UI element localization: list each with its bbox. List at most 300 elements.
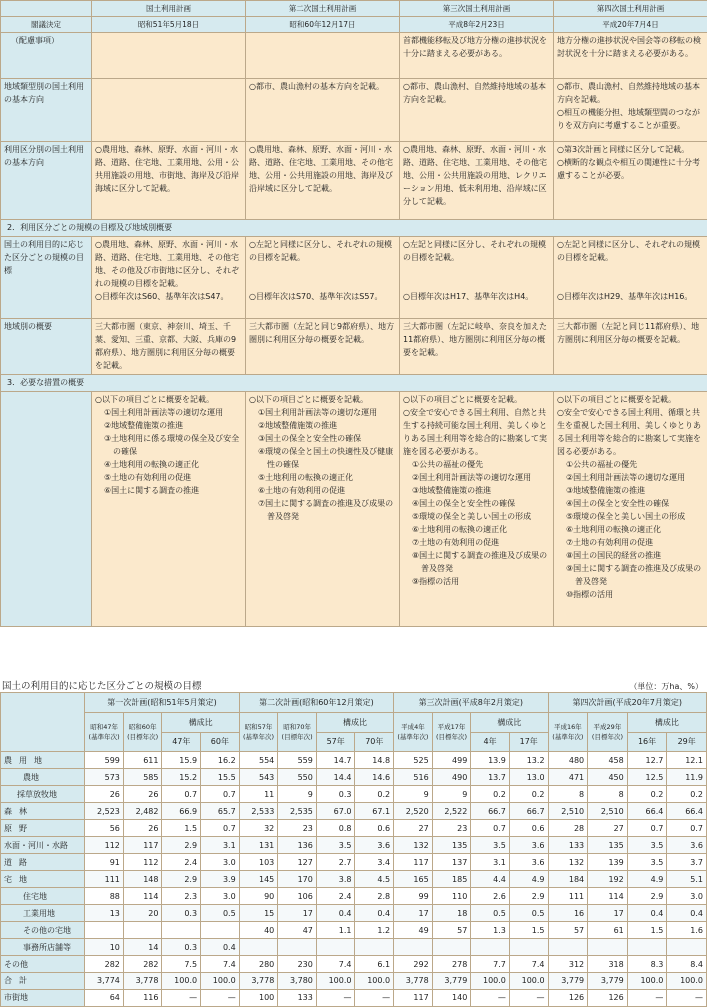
ratio-year-header: 29年 (667, 732, 707, 752)
value-cell: 585 (123, 769, 162, 786)
value-cell: 3.6 (509, 854, 548, 871)
value-cell: 2,533 (239, 803, 278, 820)
row-label: （配慮事項） (1, 33, 92, 79)
ratio-header: 構成比 (316, 712, 393, 732)
measure-item: ④環境の保全と国土の快適性及び健康性の確保 (258, 447, 394, 469)
plan-cell: ○左記と同様に区分し、それぞれの規模の目標を記載。 ○目標年次はH29、基準年次はH16。 (554, 237, 707, 319)
value-cell: 27 (588, 820, 628, 837)
plan-cell: ○農用地、森林、原野、水面・河川・水路、道路、住宅地、工業用地、その他宅地、公用・公共用施設の用地、レクリエーション用地、低未利用地、沿岸域に区分して記載。 (400, 142, 554, 220)
value-cell: 3.0 (667, 888, 707, 905)
value-cell (667, 939, 707, 956)
value-cell: 11 (239, 786, 278, 803)
value-cell: 192 (588, 871, 628, 888)
plan-cell (92, 33, 246, 79)
use-category-row (1, 142, 707, 220)
value-cell: 8 (548, 786, 588, 803)
value-cell: 65.7 (201, 803, 240, 820)
measure-item: ③地域整備施策の推進 (566, 486, 646, 495)
value-cell (316, 939, 355, 956)
plan-header: 第三次計画(平成8年2月策定) (394, 693, 548, 713)
plan-cell: ○第3次計画と同様に区分して記載。 ○横断的な観点や相互の関連性に十分考慮することが必要。 (554, 142, 707, 220)
value-cell: 2,535 (278, 803, 317, 820)
value-cell (278, 939, 317, 956)
measure-item: ⑤環境の保全と美しい国土の形成 (566, 512, 686, 521)
value-cell: 490 (432, 769, 471, 786)
value-cell: 3,780 (278, 972, 317, 989)
value-cell: 116 (123, 989, 162, 1006)
value-cell (432, 939, 471, 956)
section-2-row (1, 220, 707, 237)
value-cell: 0.2 (627, 786, 667, 803)
plan-header-row (1, 1, 707, 17)
value-cell: 26 (85, 786, 124, 803)
row-label: 水面・河川・水路 (1, 837, 85, 854)
value-cell: 1.5 (627, 922, 667, 939)
value-cell: 126 (548, 989, 588, 1006)
value-cell: 100.0 (667, 972, 707, 989)
value-cell: 20 (123, 905, 162, 922)
value-cell: 99 (394, 888, 433, 905)
value-cell: 3.5 (627, 837, 667, 854)
value-cell: 67.1 (355, 803, 394, 820)
value-cell: 13.2 (509, 752, 548, 769)
plan-cell: ○左記と同様に区分し、それぞれの規模の目標を記載。 ○目標年次はH17、基準年次はH4。 (400, 237, 554, 319)
value-cell: 57 (432, 922, 471, 939)
value-cell: 471 (548, 769, 588, 786)
value-cell: 32 (239, 820, 278, 837)
value-cell: 1.2 (355, 922, 394, 939)
value-cell (162, 922, 201, 939)
value-cell: 114 (123, 888, 162, 905)
value-cell: 12.5 (627, 769, 667, 786)
plan-cell: ○都市、農山漁村、自然維持地域の基本方向を記載。 (400, 79, 554, 142)
target-year-header: 平成17年 (目標年次) (432, 712, 471, 752)
table-unit: （単位：万ha、%） (629, 682, 703, 691)
value-cell: 3.7 (667, 854, 707, 871)
value-cell: 0.7 (162, 786, 201, 803)
value-cell: 28 (548, 820, 588, 837)
regional-summary-row (1, 319, 707, 375)
value-cell: 23 (432, 820, 471, 837)
measure-item: ②地域整備施策の推進 (104, 421, 184, 430)
value-cell: 3.5 (627, 854, 667, 871)
value-cell: 312 (548, 956, 588, 973)
value-cell: 132 (394, 837, 433, 854)
value-cell: 611 (123, 752, 162, 769)
value-cell: 100.0 (627, 972, 667, 989)
row-label: その他の宅地 (1, 922, 85, 939)
row-label: 道路 (1, 854, 85, 871)
value-cell: 88 (85, 888, 124, 905)
value-cell: 0.3 (316, 786, 355, 803)
base-year-header: 昭和57年 (基準年次) (239, 712, 278, 752)
value-cell: 66.7 (509, 803, 548, 820)
value-cell: 516 (394, 769, 433, 786)
value-cell: 458 (588, 752, 628, 769)
plan-cell: ○農用地、森林、原野、水面・河川・水路、道路、住宅地、工業用地、公用・公共用施設の用地、市街地、海岸及び沿岸海域に区分して記載。 (92, 142, 246, 220)
value-cell (201, 922, 240, 939)
value-cell: 0.2 (471, 786, 510, 803)
plan-cell: ○農用地、森林、原野、水面・河川・水路、道路、住宅地、工業用地、その他宅地、公用・公共用施設の用地、海岸及び沿岸域に区分して記載。 (246, 142, 400, 220)
value-cell: 100.0 (162, 972, 201, 989)
value-cell: 112 (85, 837, 124, 854)
value-cell: 480 (548, 752, 588, 769)
table-row (1, 769, 707, 786)
value-cell: 117 (123, 837, 162, 854)
value-cell: 599 (85, 752, 124, 769)
value-cell: 16 (548, 905, 588, 922)
value-cell: 9 (394, 786, 433, 803)
value-cell: 137 (432, 854, 471, 871)
value-cell: 2.7 (316, 854, 355, 871)
value-cell: 282 (85, 956, 124, 973)
plan-cell: ○農用地、森林、原野、水面・河川・水路、道路、住宅地、工業用地、その他宅地、その他及び市街地に区分し、それぞれの規模の目標を記載。 ○目標年次はS60、基準年次はS47。 (92, 237, 246, 319)
value-cell: 66.7 (471, 803, 510, 820)
value-cell (509, 939, 548, 956)
value-cell: 0.3 (162, 939, 201, 956)
value-cell: 100.0 (355, 972, 394, 989)
value-cell (85, 922, 124, 939)
plan-cell (246, 33, 400, 79)
value-cell: 0.8 (316, 820, 355, 837)
table-row (1, 786, 707, 803)
value-cell (627, 939, 667, 956)
plan-cell: 三大都市圏（左記に岐阜、奈良を加えた11都府県）、地方圏別に利用区分毎の概要を記載。 (400, 319, 554, 375)
table-row (1, 803, 707, 820)
plan-header: 第四次国土利用計画 (554, 1, 707, 17)
value-cell: 13.0 (509, 769, 548, 786)
measure-item: ⑥国土に関する調査の推進 (104, 486, 200, 495)
regional-type-row (1, 79, 707, 142)
value-cell: 8.3 (627, 956, 667, 973)
value-cell: — (201, 989, 240, 1006)
value-cell: 13.9 (471, 752, 510, 769)
value-cell: 18 (432, 905, 471, 922)
plan-header: 第四次計画(平成20年7月策定) (548, 693, 706, 713)
value-cell (239, 939, 278, 956)
value-cell: 318 (588, 956, 628, 973)
measure-item: ⑥土地利用の転換の適正化 (412, 525, 508, 534)
value-cell: 90 (239, 888, 278, 905)
row-label: 農用地 (1, 752, 85, 769)
value-cell: 282 (123, 956, 162, 973)
value-cell: — (667, 989, 707, 1006)
value-cell: 2.9 (627, 888, 667, 905)
table-row (1, 956, 707, 973)
value-cell: 111 (85, 871, 124, 888)
plan-cell: 地方分権の進捗状況や国会等の移転の検討状況を十分に踏まえる必要がある。 (554, 33, 707, 79)
value-cell (471, 939, 510, 956)
value-cell: 3,778 (394, 972, 433, 989)
value-cell: 3.6 (667, 837, 707, 854)
value-cell: 26 (123, 786, 162, 803)
value-cell: — (471, 989, 510, 1006)
measure-item: ④土地利用の転換の適正化 (104, 460, 200, 469)
value-cell: — (316, 989, 355, 1006)
value-cell: 0.6 (355, 820, 394, 837)
plan-cell: ○都市、農山漁村、自然維持地域の基本方向を記載。 ○相互の機能分担、地域類型間のつながりを双方向に考慮することが重要。 (554, 79, 707, 142)
measure-item: ②国土利用計画法等の適切な運用 (566, 473, 686, 482)
plan-cell: 三大都市圏（左記と同じ9都府県）、地方圏別に利用区分毎の概要を記載。 (246, 319, 400, 375)
value-cell: 7.4 (509, 956, 548, 973)
measure-item: ⑤土地利用の転換の適正化 (258, 473, 354, 482)
value-cell: 14 (123, 939, 162, 956)
year-header-row (1, 712, 707, 732)
value-cell: — (509, 989, 548, 1006)
value-cell: 2.4 (316, 888, 355, 905)
measure-item: ⑥土地利用の転換の適正化 (566, 525, 662, 534)
value-cell: 133 (548, 837, 588, 854)
measure-item: ⑥土地の有効利用の促進 (258, 486, 346, 495)
scale-goal-table (0, 692, 707, 1007)
value-cell: 136 (278, 837, 317, 854)
row-label: 工業用地 (1, 905, 85, 922)
value-cell: 6.1 (355, 956, 394, 973)
value-cell: 3.0 (201, 888, 240, 905)
decision-label: 閣議決定 (1, 17, 92, 33)
row-label: 事務所店舗等 (1, 939, 85, 956)
ratio-year-header: 16年 (627, 732, 667, 752)
value-cell: 2,510 (548, 803, 588, 820)
ratio-header: 構成比 (162, 712, 239, 732)
value-cell: 131 (239, 837, 278, 854)
value-cell: 9 (278, 786, 317, 803)
measure-item: ⑩指標の活用 (566, 590, 614, 599)
value-cell: 117 (394, 989, 433, 1006)
value-cell: 573 (85, 769, 124, 786)
measures-lead: ○以下の項目ごとに概要を記載。 ○安全で安心できる国土利用、循環と共生を重視した国土利用、美しくゆとりある国土利用等を総合的に勘案して実施を図る必要がある。 (557, 395, 701, 456)
value-cell: 0.5 (471, 905, 510, 922)
value-cell: 100.0 (509, 972, 548, 989)
value-cell: 3,774 (85, 972, 124, 989)
value-cell: 8 (588, 786, 628, 803)
table-row (1, 854, 707, 871)
measure-item: ⑨国土に関する調査の推進及び成果の普及啓発 (566, 564, 702, 586)
value-cell: 15.2 (162, 769, 201, 786)
measures-cell (400, 392, 554, 627)
row-label: 森林 (1, 803, 85, 820)
value-cell: 7.7 (471, 956, 510, 973)
value-cell: 185 (432, 871, 471, 888)
value-cell: 0.5 (509, 905, 548, 922)
section-heading: 3．必要な措置の概要 (1, 375, 707, 392)
table-row (1, 888, 707, 905)
value-cell: 13.7 (471, 769, 510, 786)
value-cell: 9 (432, 786, 471, 803)
value-cell: — (355, 989, 394, 1006)
row-label: 地域類型別の国土利用の基本方向 (1, 79, 92, 142)
measure-item: ⑦土地の有効利用の促進 (566, 538, 654, 547)
measures-cell (554, 392, 707, 627)
value-cell: 550 (278, 769, 317, 786)
row-label: 利用区分別の国土利用の基本方向 (1, 142, 92, 220)
value-cell: 14.7 (316, 752, 355, 769)
value-cell: 170 (278, 871, 317, 888)
row-label: 合計 (1, 972, 85, 989)
value-cell: 100.0 (316, 972, 355, 989)
value-cell: 3.0 (201, 854, 240, 871)
value-cell: 2.6 (471, 888, 510, 905)
value-cell: 0.4 (316, 905, 355, 922)
value-cell: 0.7 (627, 820, 667, 837)
section-3-row (1, 375, 707, 392)
value-cell: 100 (239, 989, 278, 1006)
value-cell: 0.4 (201, 939, 240, 956)
value-cell: 49 (394, 922, 433, 939)
value-cell: 2.9 (162, 837, 201, 854)
value-cell: 3.8 (316, 871, 355, 888)
value-cell: 7.5 (162, 956, 201, 973)
measure-item: ②国土利用計画法等の適切な運用 (412, 473, 532, 482)
plan-header: 第三次国土利用計画 (400, 1, 554, 17)
base-year-header: 昭和47年 (基準年次) (85, 712, 124, 752)
value-cell: 148 (123, 871, 162, 888)
table-row (1, 820, 707, 837)
value-cell (548, 939, 588, 956)
value-cell: 1.5 (509, 922, 548, 939)
table-row (1, 972, 707, 989)
value-cell: 10 (85, 939, 124, 956)
value-cell: 40 (239, 922, 278, 939)
measures-cell (92, 392, 246, 627)
value-cell: 91 (85, 854, 124, 871)
value-cell: 100.0 (471, 972, 510, 989)
value-cell: 100.0 (201, 972, 240, 989)
measure-item: ⑤環境の保全と美しい国土の形成 (412, 512, 532, 521)
value-cell: 0.2 (509, 786, 548, 803)
ratio-year-header: 17年 (509, 732, 548, 752)
row-label-empty (1, 392, 92, 627)
ratio-year-header: 47年 (162, 732, 201, 752)
value-cell: 64 (85, 989, 124, 1006)
value-cell: 133 (278, 989, 317, 1006)
value-cell: 543 (239, 769, 278, 786)
value-cell: 0.4 (355, 905, 394, 922)
value-cell: 14.4 (316, 769, 355, 786)
value-cell: 8.4 (667, 956, 707, 973)
value-cell: 140 (432, 989, 471, 1006)
value-cell: 127 (278, 854, 317, 871)
value-cell: 12.7 (627, 752, 667, 769)
plan-header: 第二次国土利用計画 (246, 1, 400, 17)
table-row (1, 871, 707, 888)
plan-cell: 三大都市圏（左記と同じ11都府県）、地方圏別に利用区分毎の概要を記載。 (554, 319, 707, 375)
value-cell: 3.1 (471, 854, 510, 871)
value-cell: 3,779 (588, 972, 628, 989)
value-cell: 1.3 (471, 922, 510, 939)
row-label: 地域別の概要 (1, 319, 92, 375)
ratio-year-header: 4年 (471, 732, 510, 752)
measure-item: ⑨指標の活用 (412, 577, 460, 586)
ratio-year-header: 60年 (201, 732, 240, 752)
value-cell: 67.0 (316, 803, 355, 820)
section-heading: 2．利用区分ごとの規模の目標及び地域別概要 (1, 220, 707, 237)
measures-row (1, 392, 707, 627)
value-cell: 230 (278, 956, 317, 973)
plan-cell: ○都市、農山漁村の基本方向を記載。 (246, 79, 400, 142)
value-cell: 7.4 (201, 956, 240, 973)
table-row (1, 922, 707, 939)
value-cell: 126 (588, 989, 628, 1006)
value-cell: 559 (278, 752, 317, 769)
table-row (1, 752, 707, 769)
value-cell: 17 (394, 905, 433, 922)
row-label: 原野 (1, 820, 85, 837)
plan-header-row (1, 693, 707, 713)
value-cell (123, 922, 162, 939)
ratio-header: 構成比 (471, 712, 548, 732)
value-cell: 0.7 (201, 786, 240, 803)
value-cell (394, 939, 433, 956)
table-row (1, 905, 707, 922)
ratio-year-header: 70年 (355, 732, 394, 752)
row-label: 市街地 (1, 989, 85, 1006)
value-cell: 165 (394, 871, 433, 888)
plan-header: 第一次計画(昭和51年5月策定) (85, 693, 239, 713)
value-cell: 499 (432, 752, 471, 769)
plan-header: 第二次計画(昭和60年12月策定) (239, 693, 393, 713)
value-cell: 114 (588, 888, 628, 905)
value-cell: 15.9 (162, 752, 201, 769)
value-cell: 5.1 (667, 871, 707, 888)
measures-lead: ○以下の項目ごとに概要を記載。 (249, 395, 368, 404)
table-row (1, 989, 707, 1006)
measure-item: ②地域整備施策の推進 (258, 421, 338, 430)
target-year-header: 昭和60年 (目標年次) (123, 712, 162, 752)
row-label: 国土の利用目的に応じた区分ごとの規模の目標 (1, 237, 92, 319)
plan-cell: 三大都市圏（東京、神奈川、埼玉、千葉、愛知、三重、京都、大阪、兵庫の9都府県）、地方圏別に利用区分毎の概要を記載。 (92, 319, 246, 375)
value-cell: 4.9 (627, 871, 667, 888)
decision-date: 昭和51年5月18日 (92, 17, 246, 33)
value-cell: 14.8 (355, 752, 394, 769)
plan-header: 国土利用計画 (92, 1, 246, 17)
value-cell: 111 (548, 888, 588, 905)
value-cell: 56 (85, 820, 124, 837)
value-cell: 3,778 (123, 972, 162, 989)
value-cell: 139 (588, 854, 628, 871)
target-year-header: 昭和70年 (目標年次) (278, 712, 317, 752)
measure-item: ⑧国土の国民的経営の推進 (566, 551, 662, 560)
measure-item: ①国土利用計画法等の適切な運用 (104, 408, 224, 417)
value-cell: 3.9 (201, 871, 240, 888)
measures-lead: ○以下の項目ごとに概要を記載。 (95, 395, 214, 404)
value-cell: 0.4 (627, 905, 667, 922)
base-year-header: 平成4年 (基準年次) (394, 712, 433, 752)
value-cell: 0.2 (667, 786, 707, 803)
measure-item: ⑧国土に関する調査の推進及び成果の普及啓発 (412, 551, 548, 573)
value-cell: 14.6 (355, 769, 394, 786)
ratio-year-header: 57年 (316, 732, 355, 752)
measure-item: ③国土の保全と安全性の確保 (258, 434, 362, 443)
scale-goal-row (1, 237, 707, 319)
value-cell: 106 (278, 888, 317, 905)
value-cell: 3.6 (355, 837, 394, 854)
value-cell: 0.7 (667, 820, 707, 837)
value-cell: 3.1 (201, 837, 240, 854)
measure-item: ⑦国土に関する調査の推進及び成果の普及啓発 (258, 499, 394, 521)
value-cell: 3,779 (548, 972, 588, 989)
row-label: 住宅地 (1, 888, 85, 905)
value-cell: 13 (85, 905, 124, 922)
value-cell: 184 (548, 871, 588, 888)
value-cell: 0.2 (355, 786, 394, 803)
value-cell: 57 (548, 922, 588, 939)
value-cell: 2,523 (85, 803, 124, 820)
measure-item: ③地域整備施策の推進 (412, 486, 492, 495)
measure-item: ③土地利用に係る環境の保全及び安全の確保 (104, 434, 240, 456)
value-cell: 61 (588, 922, 628, 939)
value-cell: 278 (432, 956, 471, 973)
